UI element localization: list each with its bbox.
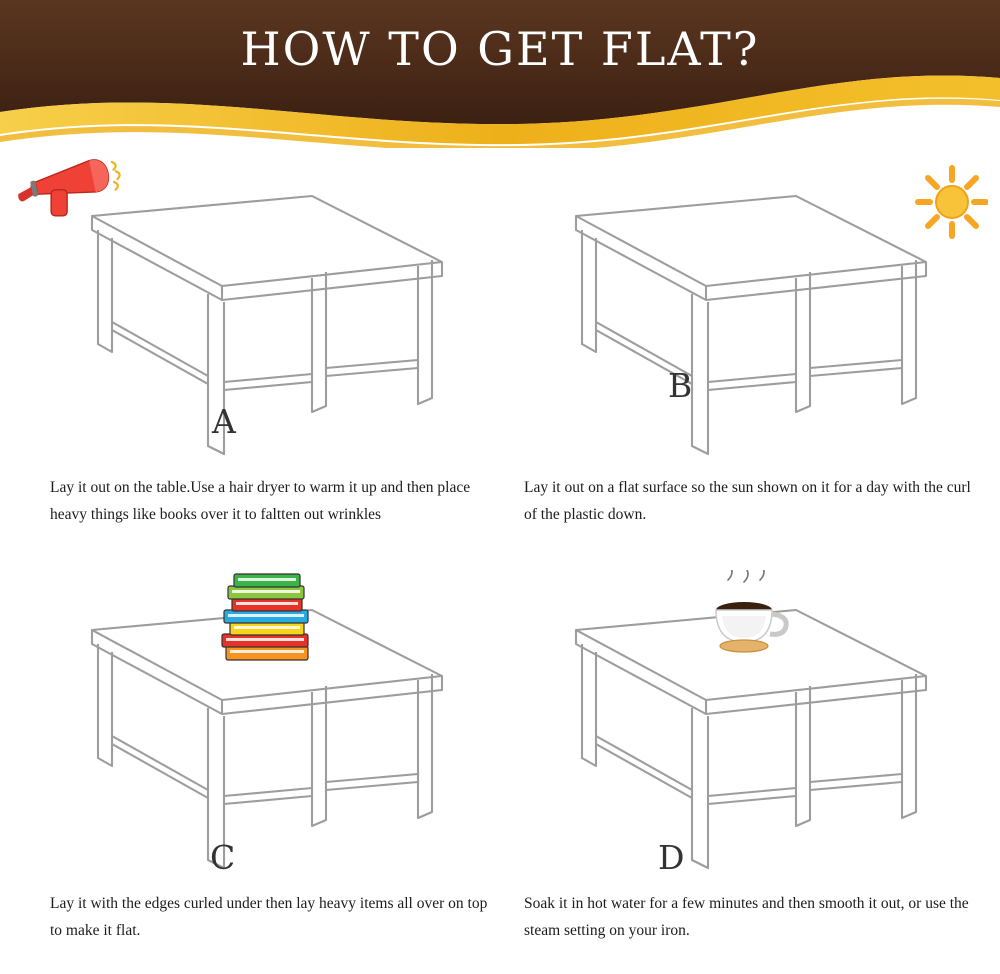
panel-d-illustration xyxy=(510,570,988,900)
panel-letter-b: B xyxy=(668,366,693,405)
page-title: HOW TO GET FLAT? xyxy=(240,22,760,76)
panel-c xyxy=(12,570,490,970)
panel-b-illustration xyxy=(510,154,988,484)
panel-b-caption: Lay it out on a flat surface so the sun shown on it for a day with the curl of the plastic down. xyxy=(524,479,971,524)
panel-c-illustration xyxy=(12,570,490,900)
panel-a-illustration xyxy=(12,154,490,484)
sun-icon xyxy=(918,168,986,236)
stack-of-books-icon xyxy=(222,574,308,660)
panels-grid xyxy=(0,150,1000,974)
panel-d-caption: Soak it in hot water for a few minutes and then smooth it out, or use the steam setting on your iron. xyxy=(524,895,969,940)
panel-letter-d: D xyxy=(658,838,685,877)
panel-b xyxy=(510,154,988,554)
panel-c-caption: Lay it with the edges curled under then lay heavy items all over on top to make it flat. xyxy=(50,895,488,940)
panel-letter-c: C xyxy=(210,838,236,877)
panel-d xyxy=(510,570,988,970)
panel-a xyxy=(12,154,490,554)
panel-a-caption: Lay it out on the table.Use a hair dryer to warm it up and then place heavy things like books over it to faltten out wrinkles xyxy=(50,479,471,524)
panel-letter-a: A xyxy=(212,402,236,441)
header-banner xyxy=(0,0,1000,148)
